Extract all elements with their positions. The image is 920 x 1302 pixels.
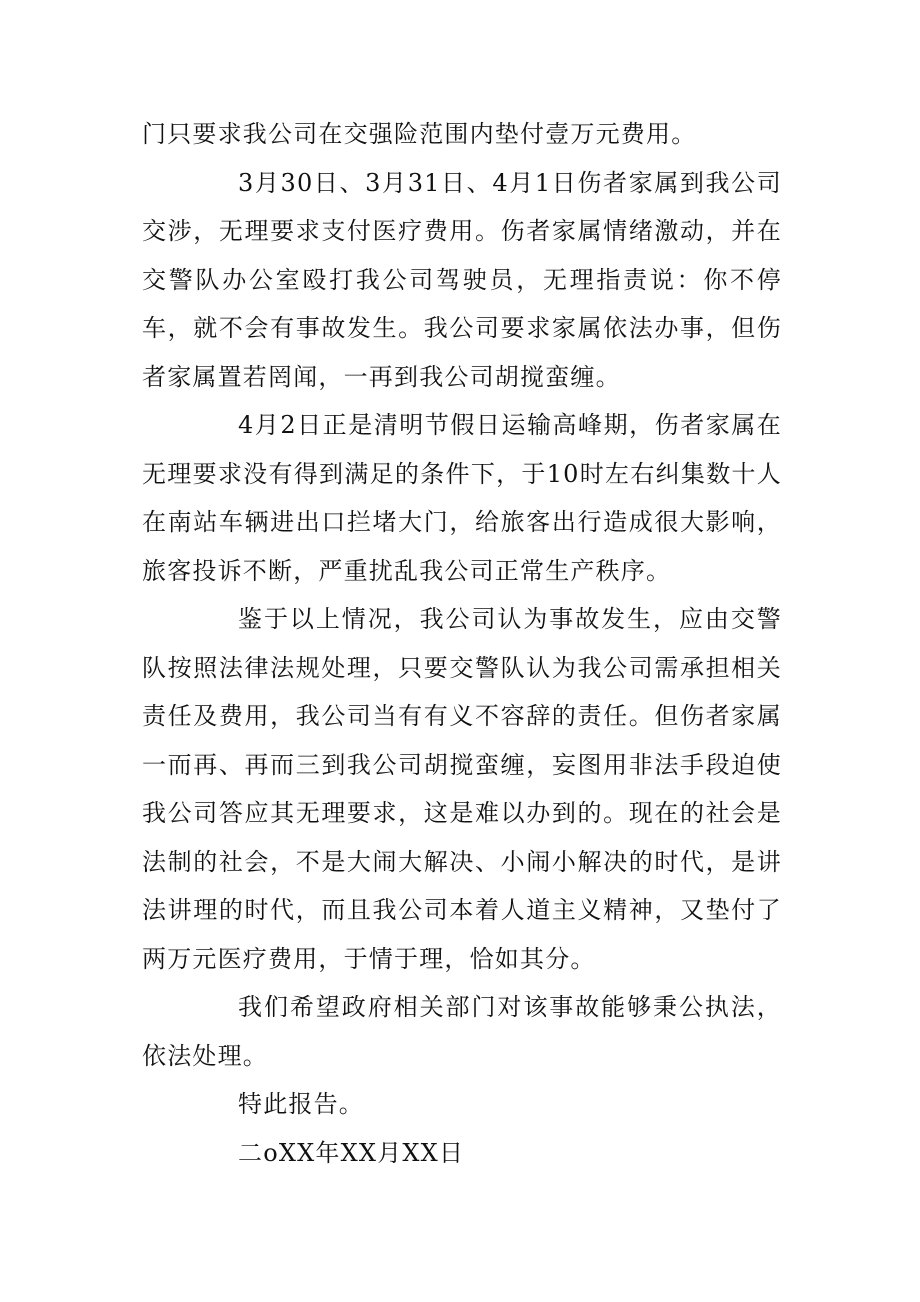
paragraph-continuation: 门只要求我公司在交强险范围内垫付壹万元费用。	[142, 120, 697, 148]
paragraph-request: 我们希望政府相关部门对该事故能够秉公执法，依法处理。	[142, 993, 782, 1070]
paragraph-family-visits: 3月30日、3月31日、4月1日伤者家属到我公司交涉，无理要求支付医疗费用。伤者家属情绪激动，并在交警队办公室殴打我公司驾驶员，无理指责说：你不停车，就不会有事故发生。我公司要求家属依法办事，但伤者家属置若罔闻，一再到我公司胡搅蛮缠。	[142, 168, 782, 391]
paragraph-company-position: 鉴于以上情况，我公司认为事故发生，应由交警队按照法律法规处理，只要交警队认为我公司需承担相关责任及费用，我公司当有有义不容辞的责任。但伤者家属一而再、再而三到我公司胡搅蛮缠，妄图用非法手段迫使我公司答应其无理要求，这是难以办到的。现在的社会是法制的社会，不是大闹大解决、小闹小解决的时代，是讲法讲理的时代，而且我公司本着人道主义精神，又垫付了两万元医疗费用，于情于理，恰如其分。	[142, 605, 782, 973]
document-body	[142, 110, 782, 1177]
closing-statement: 特此报告。	[238, 1090, 364, 1118]
document-date: 二oXX年XX月XX日	[238, 1138, 465, 1167]
paragraph-gate-blocking: 4月2日正是清明节假日运输高峰期，伤者家属在无理要求没有得到满足的条件下，于10时左右纠集数十人在南站车辆进出口拦堵大门，给旅客出行造成很大影响，旅客投诉不断，严重扰乱我公司正常生产秩序。	[142, 411, 782, 585]
